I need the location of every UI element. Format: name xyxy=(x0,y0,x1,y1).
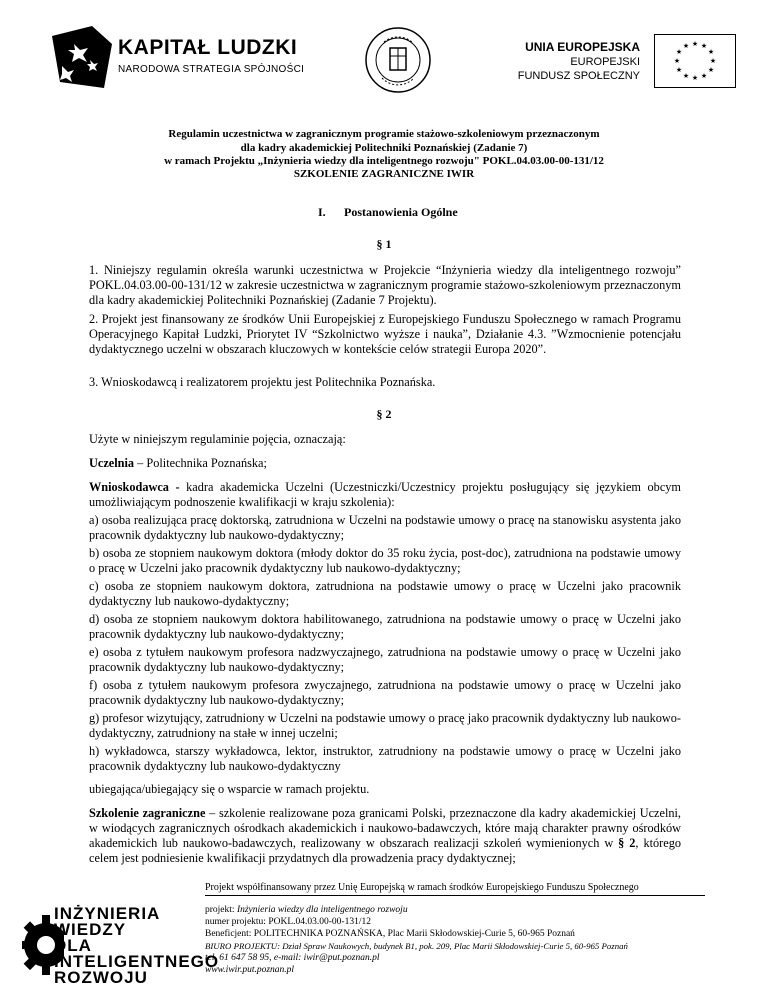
iwir-logo xyxy=(20,904,220,987)
footer-divider xyxy=(205,895,705,896)
footer-number: numer projektu: POKL.04.03.00-00-131/12 xyxy=(205,917,371,927)
svg-text:★: ★ xyxy=(707,48,715,56)
footer-website: www.iwir.put.poznan.pl xyxy=(205,965,295,975)
footer-contact: tel. 61 647 58 95, e-mail: iwir@put.poznan.pl xyxy=(205,953,380,963)
logo-word: INŻYNIERIA xyxy=(54,904,161,923)
paragraph-2-symbol: § 2 xyxy=(376,407,392,421)
svg-text:★: ★ xyxy=(707,66,715,74)
paragraph-1-point-2: 2. Projekt jest finansowany ze środków Unii Europejskiej z Europejskiego Funduszu Społecznego w ramach Programu Operacyjnego Kapitał Ludzki, Priorytet IV “Szkolnictwo wyższe i nauka”, Działanie 4.3. ”Wzmocnienie potencjału dydaktycznego uczelni w obszarach kluczowych w kontekście celów strategii Europa 2020”. xyxy=(89,312,681,356)
logo-word: ROZWOJU xyxy=(54,968,148,987)
definition-uczelnia xyxy=(89,456,681,471)
list-item: g) profesor wizytujący, zatrudniony w Uczelni na podstawie umowy o pracę jako pracownik dydaktyczny lub naukowo-dydaktyczny, zatrudniony na stałe w innej uczelni; xyxy=(89,711,681,740)
definition-term: Szkolenie zagraniczne xyxy=(89,806,206,820)
list-item: b) osoba ze stopniem naukowym doktora (młody doktor do 35 roku życia, post-doc), zatrudniona na podstawie umowy o pracę w Uczelni jako pracownik dydaktyczny lub naukowo-dydaktyczny; xyxy=(89,546,681,575)
definition-text: – szkolenie realizowane poza granicami Polski, przeznaczone dla kadry akademickiej Uczelni, w wiodących zagranicznych ośrodkach akademickich i naukowo-badawczych, które mają charakter prawny ośrodków akademickich lub naukowo-badawczych, realizowany w obszarach realizacji szkoleń wymienionych w xyxy=(89,806,682,850)
definition-szkolenie xyxy=(89,806,681,866)
definition-term: Uczelnia xyxy=(89,456,135,470)
eu-subtitle-1: EUROPEJSKI xyxy=(570,56,640,68)
document-title-line-3: w ramach Projektu „Inżynieria wiedzy dla inteligentnego rozwoju" POKL.04.03.00-00-131/12 xyxy=(164,155,604,167)
logo-word: DLA xyxy=(54,936,92,955)
footer-beneficiary: Beneficjent: POLITECHNIKA POZNAŃSKA, Plac Marii Skłodowskiej-Curie 5, 60-965 Poznań xyxy=(205,929,575,939)
paragraph-2-intro: Użyte w niniejszym regulaminie pojęcia, oznaczają: xyxy=(89,432,346,446)
list-item: f) osoba z tytułem naukowym profesora zwyczajnego, zatrudniona na podstawie umowy o pracę w Uczelni jako pracownik dydaktyczny lub naukowo-dydaktyczny; xyxy=(89,678,681,707)
paragraph-1-symbol: § 1 xyxy=(376,237,392,251)
eu-subtitle-2: FUNDUSZ SPOŁECZNY xyxy=(517,70,640,82)
definition-text: , którego celem jest podniesienie kwalifikacji przydatnych dla prowadzenia pracy dydaktycznej; xyxy=(89,836,682,865)
svg-text:★: ★ xyxy=(700,42,708,50)
svg-text:★: ★ xyxy=(691,74,699,82)
university-seal-icon xyxy=(364,26,432,94)
footer-project-name: Inżynieria wiedzy dla inteligentnego rozwoju xyxy=(236,905,408,915)
svg-text:★: ★ xyxy=(700,72,708,80)
logo-word: WIEDZY xyxy=(54,920,127,939)
kapital-ludzki-subtitle: NARODOWA STRATEGIA SPÓJNOŚCI xyxy=(118,64,305,75)
footer-office: BIURO PROJEKTU: Dział Spraw Naukowych, budynek B1, pok. 209, Plac Marii Skłodowskiej-Curie 5, 60-965 Poznań xyxy=(205,941,628,951)
svg-text:★: ★ xyxy=(675,48,683,56)
footer-project xyxy=(205,904,408,916)
document-title-line-2: dla kadry akademickiej Politechniki Poznańskiej (Zadanie 7) xyxy=(240,142,528,154)
list-item: d) osoba ze stopniem naukowym doktora habilitowanego, zatrudniona na podstawie umowy o pracę w Uczelni jako pracownik dydaktyczny lub naukowo-dydaktyczny; xyxy=(89,612,681,641)
definition-term: Wnioskodawca - xyxy=(89,480,180,494)
svg-text:★: ★ xyxy=(682,72,690,80)
list-item: c) osoba ze stopniem naukowym doktora, zatrudniona na podstawie umowy o pracę w Uczelni jako pracownik dydaktyczny lub naukowo-dydaktyczny; xyxy=(89,579,681,608)
footer-cofinanced: Projekt współfinansowany przez Unię Europejską w ramach środków Europejskiego Funduszu Społecznego xyxy=(205,882,639,893)
document-title-line-1: Regulamin uczestnictwa w zagranicznym programie stażowo-szkoleniowym przeznaczonym xyxy=(168,128,600,140)
logo-word: INTELIGENTNEGO xyxy=(54,952,220,971)
svg-text:★: ★ xyxy=(709,57,717,65)
eu-title: UNIA EUROPEJSKA xyxy=(525,40,640,54)
list-item: h) wykładowca, starszy wykładowca, lektor, instruktor, zatrudniony na podstawie umowy o pracę w Uczelni jako pracownik dydaktyczny lub naukowo-dydaktyczny xyxy=(89,744,681,773)
svg-text:★: ★ xyxy=(682,42,690,50)
paragraph-1-point-1: 1. Niniejszy regulamin określa warunki uczestnictwa w Projekcie “Inżynieria wiedzy dla inteligentnego rozwoju” POKL.04.03.00-00-131/12 w zakresie uczestnictwa w zagranicznym programie stażowo-szkoleniowym przeznaczonym dla kadry akademickiej Politechniki Poznańskiej (Zadanie 7 Projektu). xyxy=(89,263,681,307)
definition-wnioskodawca xyxy=(89,480,681,510)
svg-text:★: ★ xyxy=(691,40,699,48)
section-number: I. xyxy=(318,205,326,219)
eu-flag-icon xyxy=(654,34,736,88)
list-item: a) osoba realizująca pracę doktorską, zatrudniona w Uczelni na podstawie umowy o pracę na stanowisku asystenta jako pracownik dydaktyczny lub naukowo-dydaktyczny; xyxy=(89,513,681,542)
svg-text:★: ★ xyxy=(675,66,683,74)
svg-text:★: ★ xyxy=(673,57,681,65)
definition-text: – Politechnika Poznańska; xyxy=(134,456,267,470)
definition-text: kadra akademicka Uczelni (Uczestniczki/Uczestnicy projektu posługujący się językiem obcym umożliwiającym podnoszenie kwalifikacji w kraju szkolenia): xyxy=(89,480,681,509)
footer-project-label: projekt: xyxy=(205,905,237,915)
kapital-ludzki-title: KAPITAŁ LUDZKI xyxy=(118,36,298,59)
section-heading: Postanowienia Ogólne xyxy=(344,205,458,219)
list-item: e) osoba z tytułem naukowym profesora nadzwyczajnego, zatrudniona na podstawie umowy o pracę w Uczelni jako pracownik dydaktyczny lub naukowo-dydaktyczny; xyxy=(89,645,681,674)
kapital-ludzki-logo-icon xyxy=(52,26,112,88)
document-title-line-4: SZKOLENIE ZAGRANICZNE IWIR xyxy=(293,168,475,180)
section-reference: § 2 xyxy=(618,836,636,850)
support-line: ubiegająca/ubiegający się o wsparcie w ramach projektu. xyxy=(89,782,370,796)
paragraph-1-point-3: 3. Wnioskodawcą i realizatorem projektu jest Politechnika Poznańska. xyxy=(89,375,436,389)
